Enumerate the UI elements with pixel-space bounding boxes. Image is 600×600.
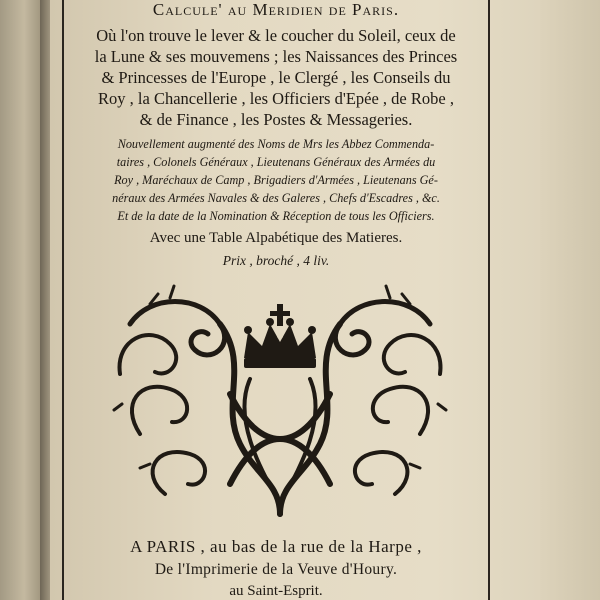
description-line: la Lune & ses mouvemens ; les Naissances des Princes bbox=[94, 47, 458, 66]
page-margin bbox=[540, 0, 600, 600]
augmented-line: Et de la date de la Nomination & Réception de tous les Officiers. bbox=[117, 209, 435, 223]
imprint-line: A PARIS , au bas de la rue de la Harpe , bbox=[130, 537, 422, 556]
description-line: Où l'on trouve le lever & le coucher du Soleil, ceux de bbox=[96, 26, 456, 45]
imprint-line: au Saint-Esprit. bbox=[229, 583, 323, 599]
description-line: Roy , la Chancellerie , les Officiers d'Epée , de Robe , bbox=[98, 89, 454, 108]
royal-crown-cipher-icon bbox=[110, 284, 450, 524]
augmented-line: Roy , Maréchaux de Camp , Brigadiers d'Armées , Lieutenans Gé- bbox=[114, 173, 438, 187]
table-note: Avec une Table Alpabétique des Matieres. bbox=[149, 230, 403, 246]
description-line: & Princesses de l'Europe , le Clergé , les Conseils du bbox=[101, 68, 451, 87]
augmented-line: néraux des Armées Navales & des Galeres , Chefs d'Escadres , &c. bbox=[112, 191, 440, 205]
augmented-line: Nouvellement augmenté des Noms de Mrs les Abbez Commenda- bbox=[117, 137, 435, 151]
page-title: Calcule' au Meridien de Paris. bbox=[152, 0, 400, 19]
facing-page bbox=[0, 0, 44, 600]
augmented-line: taires , Colonels Généraux , Lieutenans Généraux des Armées du bbox=[116, 155, 436, 169]
price-line: Prix , broché , 4 liv. bbox=[222, 253, 330, 268]
imprint-line: De l'Imprimerie de la Veuve d'Houry. bbox=[154, 561, 398, 578]
description-line: & de Finance , les Postes & Messageries. bbox=[139, 110, 413, 129]
